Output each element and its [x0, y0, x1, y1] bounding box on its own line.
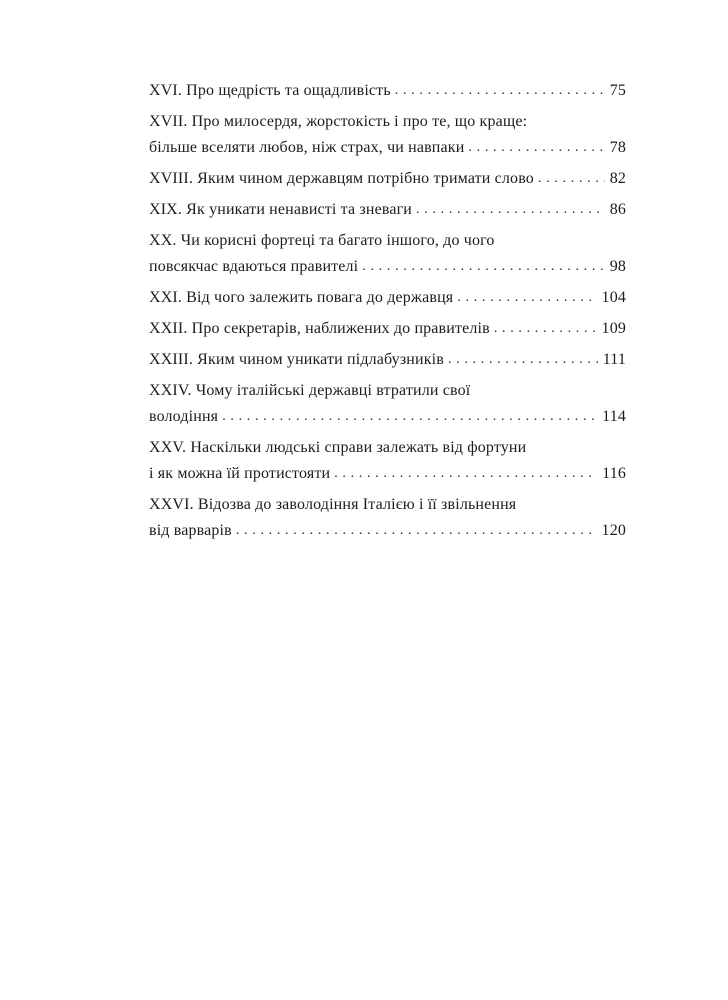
toc-entry-title-line: XX. Чи корисні фортеці та багато іншого, до чого: [149, 232, 495, 249]
toc-entry-line: [149, 285, 626, 311]
toc-entry-title: XXI. Від чого залежить повага до державця: [149, 289, 454, 306]
toc-entry-xxv: [149, 435, 626, 487]
toc-entry-line: [149, 461, 626, 487]
toc-page-number: 111: [602, 351, 626, 368]
toc-entry-line: [149, 135, 626, 161]
toc-entry-xx: [149, 228, 626, 280]
toc-entry-title-continued: повсякчас вдаються правителі: [149, 258, 359, 275]
toc-entry-line: [149, 254, 626, 280]
toc-entry-xxvi: [149, 492, 626, 544]
toc-page-number: 78: [609, 139, 626, 156]
toc-entry-xvi: [149, 78, 626, 104]
toc-page-number: 114: [602, 408, 626, 425]
dot-leader: [236, 517, 597, 544]
dot-leader: [457, 284, 596, 311]
toc-page-number: 75: [609, 82, 626, 99]
toc-entry-line: [149, 166, 626, 192]
toc-entry-xvii: [149, 109, 626, 161]
toc-page-number: 98: [609, 258, 626, 275]
toc-page-number: 109: [601, 320, 626, 337]
toc-entry-xxiv: [149, 378, 626, 430]
toc-entry-title-continued: від варварів: [149, 522, 232, 539]
dot-leader: [416, 196, 605, 223]
toc-entry-title-line: XXV. Наскільки людські справи залежать від фортуни: [149, 439, 527, 456]
dot-leader: [468, 134, 604, 161]
dot-leader: [334, 460, 597, 487]
toc-entry-title: XXIII. Яким чином уникати підлабузників: [149, 351, 444, 368]
toc-entry-xviii: [149, 166, 626, 192]
toc-entry-title: XVIII. Яким чином державцям потрібно тримати слово: [149, 170, 534, 187]
toc-entry-line: [149, 197, 626, 223]
toc-entry-title: XIX. Як уникати ненависті та зневаги: [149, 201, 413, 218]
toc-entry-xxiii: [149, 347, 626, 373]
dot-leader: [494, 315, 597, 342]
toc-entry-line: [149, 404, 626, 430]
toc-entry-title: XXII. Про секретарів, наближених до правителів: [149, 320, 490, 337]
toc-entry-title-continued: володіння: [149, 408, 219, 425]
toc-entry-title-line: XXVI. Відозва до заволодіння Італією і її звільнення: [149, 496, 517, 513]
dot-leader: [395, 77, 605, 104]
toc-entry-title-line: XXIV. Чому італійські державці втратили свої: [149, 382, 471, 399]
toc-entry-line: [149, 78, 626, 104]
toc-entry-title-continued: більше вселяти любов, ніж страх, чи навпаки: [149, 139, 465, 156]
toc-entry-title-line: XVII. Про милосердя, жорстокість і про те, що краще:: [149, 113, 528, 130]
toc-entry-line: [149, 518, 626, 544]
toc-entry-line: [149, 316, 626, 342]
toc-page-number: 82: [609, 170, 626, 187]
table-of-contents: [149, 78, 626, 549]
toc-entry-xxii: [149, 316, 626, 342]
dot-leader: [362, 253, 604, 280]
toc-entry-xix: [149, 197, 626, 223]
dot-leader: [222, 403, 597, 430]
toc-entry-title-continued: і як можна їй протистояти: [149, 465, 331, 482]
toc-page-number: 120: [601, 522, 626, 539]
toc-entry-line: [149, 347, 626, 373]
toc-page-number: 116: [602, 465, 626, 482]
dot-leader: [448, 346, 598, 373]
dot-leader: [538, 165, 605, 192]
toc-entry-title: XVI. Про щедрість та ощадливість: [149, 82, 391, 99]
toc-page-number: 86: [609, 201, 626, 218]
toc-entry-xxi: [149, 285, 626, 311]
toc-page-number: 104: [601, 289, 626, 306]
